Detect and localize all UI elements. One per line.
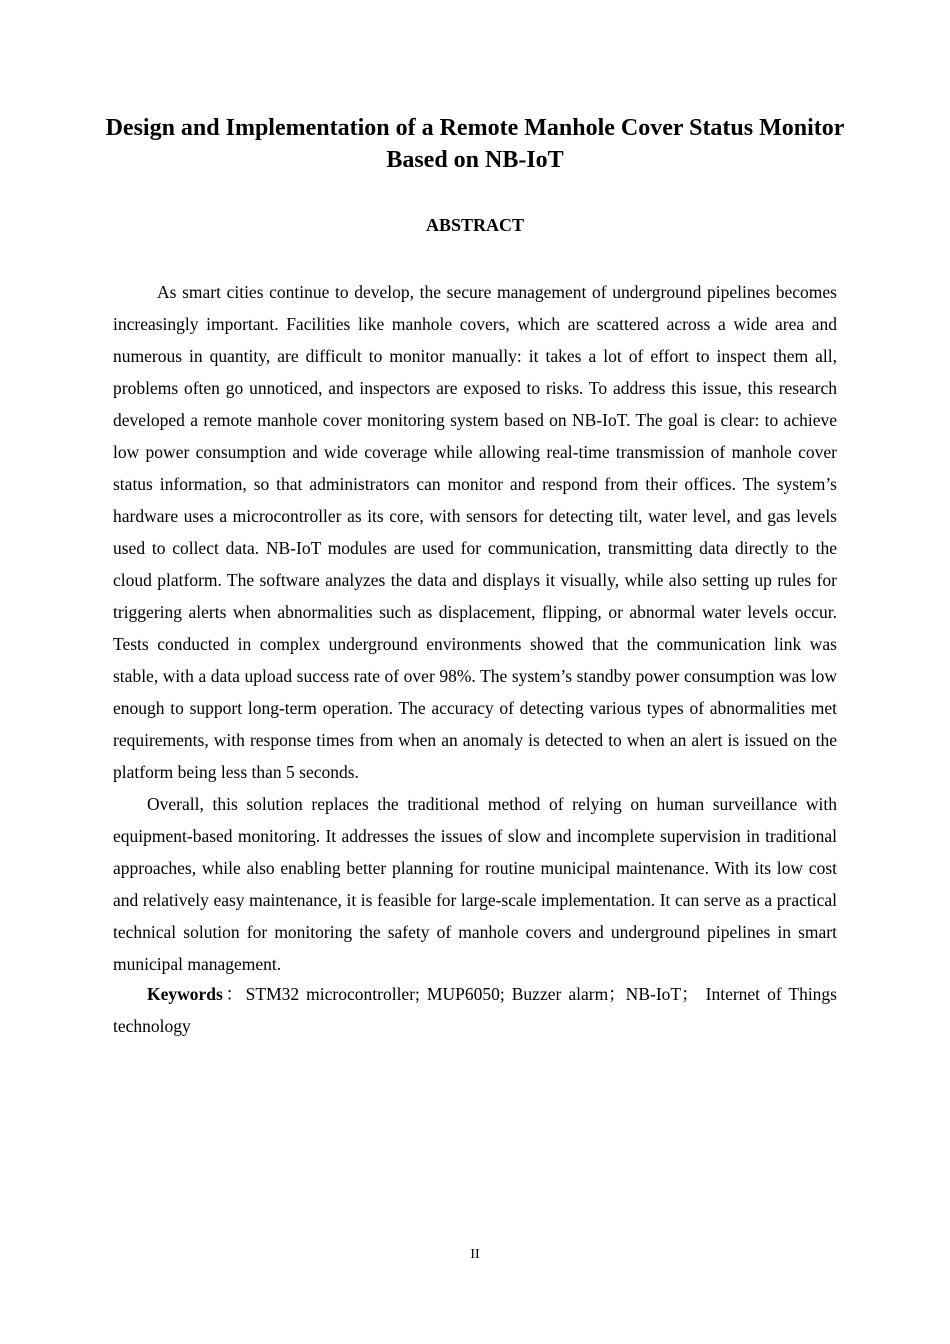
keywords-label: Keywords — [147, 984, 223, 1004]
abstract-body — [113, 276, 837, 1042]
abstract-paragraph-1: As smart cities continue to develop, the secure management of underground pipelines becomes increasingly important. Facilities like manhole covers, which are scattered across a wide area and numerous in quantity, are difficult to monitor manually: it takes a lot of effort to inspect them all, problems often go unnoticed, and inspectors are exposed to risks. To address this issue, this research developed a remote manhole cover monitoring system based on NB-IoT. The goal is clear: to achieve low power consumption and wide coverage while allowing real-time transmission of manhole cover status information, so that administrators can monitor and respond from their offices. The system’s hardware uses a microcontroller as its core, with sensors for detecting tilt, water level, and gas levels used to collect data. NB-IoT modules are used for communication, transmitting data directly to the cloud platform. The software analyzes the data and displays it visually, while also setting up rules for triggering alerts when abnormalities such as displacement, flipping, or abnormal water levels occur. Tests conducted in complex underground environments showed that the communication link was stable, with a data upload success rate of over 98%. The system’s standby power consumption was low enough to support long-term operation. The accuracy of detecting various types of abnormalities met requirements, with response times from when an anomaly is detected to when an alert is issued on the platform being less than 5 seconds. — [113, 282, 837, 782]
page-number: II — [470, 1247, 480, 1262]
paper-title: Design and Implementation of a Remote Manhole Cover Status Monitor Based on NB-IoT — [105, 115, 845, 173]
keywords-text: STM32 microcontroller; MUP6050; Buzzer alarm；NB-IoT； Internet of Things technology — [113, 984, 837, 1036]
keywords-separator: ： — [222, 984, 246, 1004]
keywords-line — [113, 978, 837, 1042]
abstract-paragraph-2: Overall, this solution replaces the traditional method of relying on human surveillance with equipment-based monitoring. It addresses the issues of slow and incomplete supervision in traditional approaches, while also enabling better planning for routine municipal maintenance. With its low cost and relatively easy maintenance, it is feasible for large-scale implementation. It can serve as a practical technical solution for monitoring the safety of manhole covers and underground pipelines in smart municipal management. — [113, 794, 837, 974]
abstract-heading: ABSTRACT — [425, 215, 525, 235]
